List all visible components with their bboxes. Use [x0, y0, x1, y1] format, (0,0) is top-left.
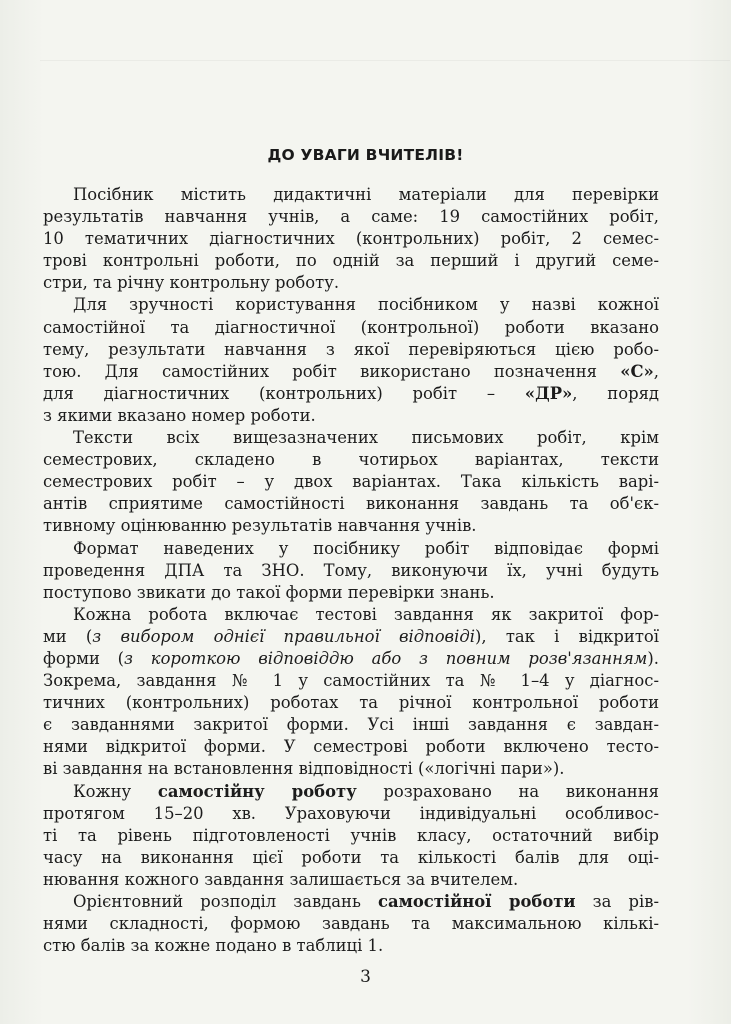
- text-run: для діагностичних (контрольних) робіт –: [43, 383, 525, 403]
- text-line: 10 тематичних діагностичних (контрольних) робіт, 2 семес-: [43, 229, 659, 249]
- text-run: ), так і відкритої: [474, 626, 659, 646]
- text-run: тою. Для самостійних робіт використано позначення: [43, 361, 621, 381]
- text-line: семестрових, складено в чотирьох варіантах, тексти: [43, 450, 659, 470]
- bold-run: самостійну роботу: [157, 781, 357, 801]
- text-run: ми (: [43, 626, 93, 646]
- document-body: [43, 184, 659, 957]
- text-line: ві завдання на встановлення відповідності («логічні пари»).: [43, 759, 565, 779]
- text-line: поступово звикати до такої форми перевірки знань.: [43, 582, 495, 602]
- text-line: нями складності, формою завдань та максимальною кількі-: [43, 914, 659, 934]
- text-line: [43, 383, 659, 405]
- text-run: Орієнтовний розподіл завдань: [73, 892, 378, 911]
- text-run: за рів-: [575, 892, 659, 911]
- text-run: Кожну: [73, 781, 158, 801]
- page-number: 3: [360, 967, 371, 987]
- text-line: Тексти всіх вищезазначених письмових робіт, крім: [73, 428, 659, 448]
- text-line: Формат наведених у посібнику робіт відповідає формі: [73, 538, 659, 558]
- text-line: результатів навчання учнів, а саме: 19 самостійних робіт,: [43, 207, 659, 227]
- text-line: [43, 361, 659, 383]
- text-line: проведення ДПА та ЗНО. Тому, виконуючи їх, учні будуть: [43, 560, 659, 580]
- text-line: антів сприятиме самостійності виконання завдань та об'єк-: [43, 494, 659, 514]
- text-line: тичних (контрольних) роботах та річної контрольної роботи: [43, 693, 659, 713]
- italic-run: з вибором однієї правильної відповіді: [92, 626, 475, 646]
- text-line: [43, 781, 659, 803]
- text-line: тивному оцінюванню результатів навчання учнів.: [43, 516, 477, 536]
- text-line: протягом 15–20 хв. Ураховуючи індивідуальні особливос-: [43, 803, 659, 823]
- text-run: ,: [653, 361, 659, 381]
- text-run: форми (: [43, 648, 125, 668]
- text-line: тему, результати навчання з якої перевіряються цією робо-: [43, 339, 659, 359]
- bold-run: самостійної роботи: [377, 892, 576, 911]
- text-run: , поряд: [572, 383, 659, 403]
- text-line: Зокрема, завдання № 1 у самостійних та № 1–4 у діагнос-: [43, 671, 659, 691]
- text-line: часу на виконання цієї роботи та кількості балів для оці-: [43, 847, 659, 867]
- bold-run: «С»: [620, 361, 654, 381]
- text-line: самостійної та діагностичної (контрольної) роботи вказано: [43, 317, 659, 337]
- bold-run: «ДР»: [524, 383, 573, 403]
- text-line: Кожна робота включає тестові завдання як закритої фор-: [73, 604, 659, 624]
- text-line: [43, 626, 659, 648]
- text-line: семестрових робіт – у двох варіантах. Така кількість варі-: [43, 472, 659, 492]
- text-line: Посібник містить дидактичні матеріали для перевірки: [73, 185, 659, 204]
- italic-run: з короткою відповіддю або з повним розв'язанням: [124, 648, 648, 668]
- text-line: трові контрольні роботи, по одній за перший і другий семе-: [43, 251, 659, 271]
- text-line: [43, 891, 659, 913]
- text-line: є завданнями закритої форми. Усі інші завдання є завдан-: [43, 715, 659, 735]
- text-line: ті та рівень підготовленості учнів класу, остаточний вибір: [43, 825, 659, 845]
- page-title: ДО УВАГИ ВЧИТЕЛІВ!: [267, 146, 464, 164]
- text-line: Для зручності користування посібником у назві кожної: [73, 295, 659, 315]
- text-line: нювання кожного завдання залишається за вчителем.: [43, 869, 519, 889]
- text-run: ).: [647, 648, 659, 668]
- text-run: розраховано на виконання: [356, 781, 659, 801]
- text-line: [43, 648, 659, 670]
- text-line: нями відкритої форми. У семестрові роботи включено тесто-: [43, 737, 659, 757]
- text-line: стю балів за кожне подано в таблиці 1.: [43, 936, 384, 956]
- text-line: з якими вказано номер роботи.: [43, 405, 316, 425]
- text-line: стри, та річну контрольну роботу.: [43, 273, 340, 293]
